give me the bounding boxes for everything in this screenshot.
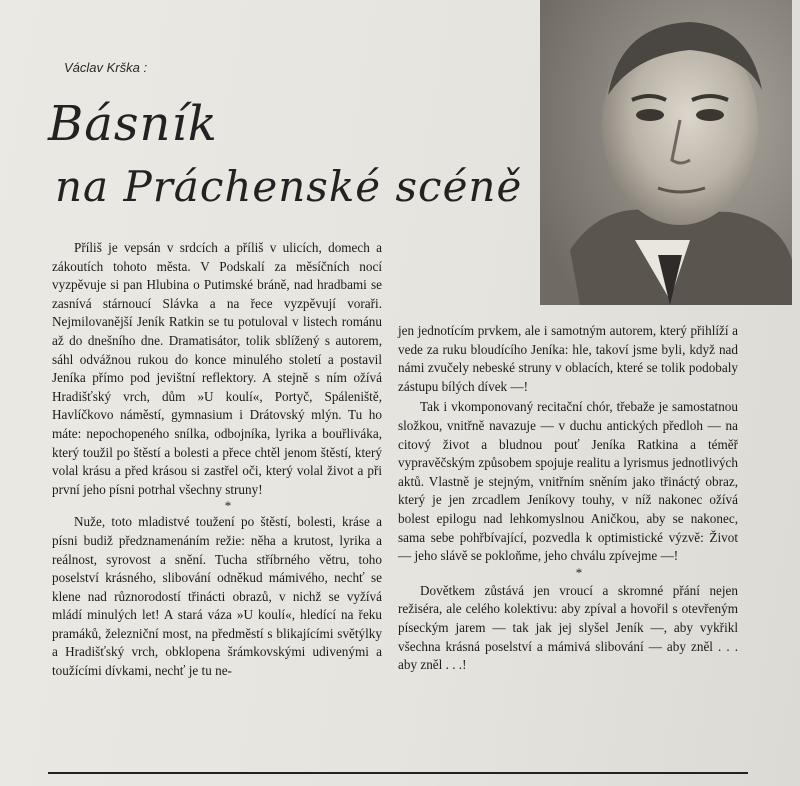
section-separator-star-2: * <box>575 564 583 580</box>
paragraph-direction: Nuže, toto mladistvé toužení po štěstí, bolesti, kráse a písni budiž předznamenáním režie: něha a krutost, lyrika a reálnost, syrovost a snění. Tucha stříbrného větru, toho poselství krásného, slibování odněkud mámivého, nechť se klene nad různorodostí třinácti obrazů, v nichž se vyžívá mládí minulých let! A stará váza »U koulí«, hledící na řeku pramáků, železniční most, na předměstí s blikajícími světýlky a Hradišťský vrch, obklopena šrámkovskými udivenými a toužícími dívkami, nechť je tu ne- <box>52 514 382 679</box>
article-title-line2: na Práchenské scéně <box>55 162 523 211</box>
paragraph-chorus: Tak i vkomponovaný recitační chór, třebaže je samostatnou složkou, vnitřně navazuje — v duchu antických předloh — na citový život a bludnou pouť Jeníka Ratkina a téměř vypravěčským způsobem spojuje realitu a lyrismus jednotlivých aktů. Vlastně je stejným, vnitřním sněním jako třináctý obraz, který je jen zrcadlem Jeníkovy touhy, v níž nakonec ožívá bolest epilogu nad lehkomyslnou Aničkou, aby se nakonec, sama sebe pohřbívající, pozvedla k optimistické výzvě: Život — jeho slávě se pokloňme, jeho chválu zpívejme —! <box>398 399 738 564</box>
column-left <box>52 239 382 681</box>
author-portrait-photo <box>540 0 792 305</box>
paragraph-intro: Příliš je vepsán v srdcích a příliš v ulicích, domech a zákoutích tohoto města. V Podskalí za měsíčních nocí vyzpěvuje si pan Hlubina o Putimské bráně, nad hradbami se zasnívá stárnoucí Slávka a na řece vyzpěvují voraři. Nejmilovanější Jeník Ratkin se tu potuloval v listech románu až do dnešního dne. Dramatisátor, tolik sblížený s autorem, sáhl odvážnou rukou do konce minulého století a postavil Jeníka přímo pod jevištní reflektory. A stejně s ním ožívá Hradišťský vrch, dům »U koulí«, Portyč, Spáleniště, Havlíčkovo náměstí, gymnasium i Drátovský mlýn. Tu ho máte: nepochopeného snílka, odbojníka, lyrika a bouřliváka, který toužil po štěstí a bolesti a přece chtěl jenom štěstí, který volal krásu a před krásou si zastřel oči, který volal život a při první jeho písni potrhal všechny struny! <box>52 240 382 497</box>
paragraph-continuation: jen jednotícím prvkem, ale i samotným autorem, který přihlíží a vede za ruku bloudícího Jeníka: hle, takoví jsme byli, když nad námi zvučely nebeské struny v oblacích, které se tolik podobaly zástupu bílých dívek —! <box>398 323 738 394</box>
column-right <box>398 322 738 675</box>
bottom-divider <box>48 772 748 774</box>
section-separator-star: * <box>224 498 232 514</box>
author-name: Václav Krška : <box>64 60 148 75</box>
paragraph-closing-wish: Dovětkem zůstává jen vroucí a skromné přání nejen režiséra, ale celého kolektivu: aby zpíval a hovořil s otevřeným píseckým jarem — tak jak jej slyšel Jeník —, aby vykřikl všechna krásná poselství a mámivá slibování — aby zněl . . . aby zněl . . .! <box>398 582 738 673</box>
article-title-line1: Básník <box>48 96 218 152</box>
portrait-image <box>540 0 792 305</box>
